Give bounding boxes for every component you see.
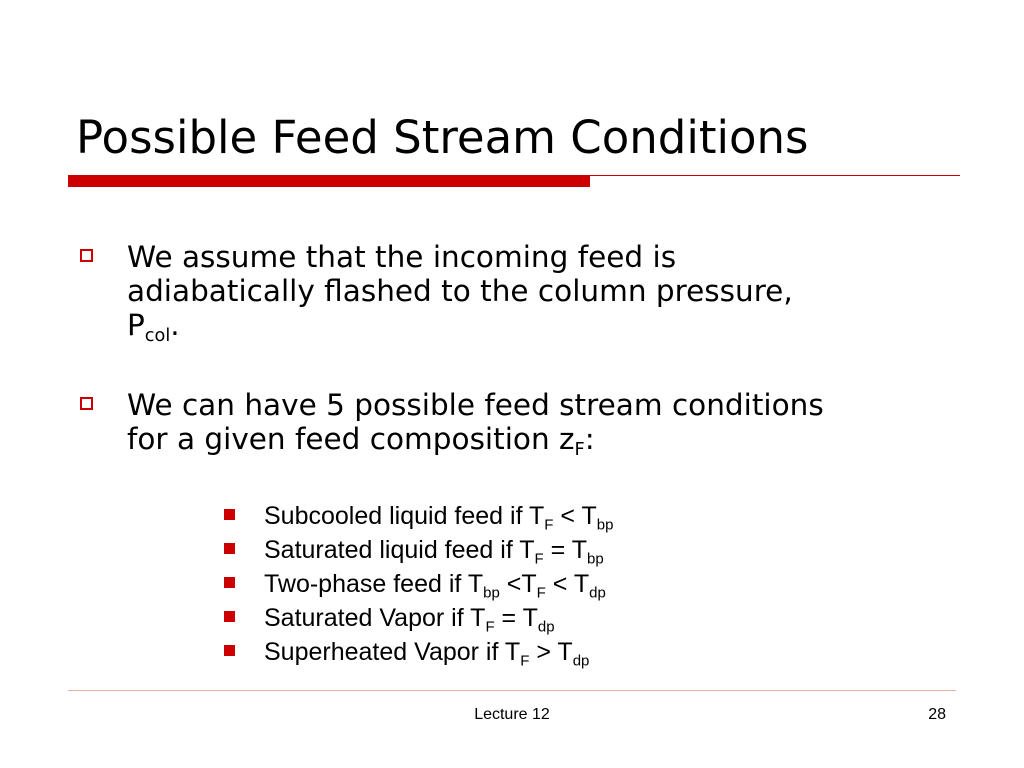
feed-condition-list	[224, 499, 613, 669]
list-item: Subcooled liquid feed if $T_F < T_{bp}$	[224, 499, 613, 533]
bullet-text: We can have 5 possible feed stream conditions for a given feed composition $z_F$:	[127, 388, 824, 461]
list-item: Saturated Vapor if $T_F = T_{dp}$	[224, 601, 613, 635]
filled-square-bullet-icon	[224, 543, 235, 554]
slide-title: Possible Feed Stream Conditions	[76, 111, 809, 164]
filled-square-bullet-icon	[224, 577, 235, 588]
bullet-feed-conditions	[80, 388, 960, 461]
hollow-square-bullet-icon	[80, 249, 93, 262]
footer-lecture-label: Lecture 12	[474, 706, 550, 723]
bullet-adiabatic-flash	[80, 240, 960, 347]
filled-square-bullet-icon	[224, 645, 235, 656]
filled-square-bullet-icon	[224, 509, 235, 520]
list-item: Two-phase feed if $T_{bp} <T_F < T_{dp}$	[224, 567, 613, 601]
title-underline-thin	[590, 175, 960, 176]
title-underline-thick	[68, 175, 590, 187]
list-item: Saturated liquid feed if $T_F = T_{bp}$	[224, 533, 613, 567]
hollow-square-bullet-icon	[80, 397, 93, 410]
filled-square-bullet-icon	[224, 611, 235, 622]
bullet-text: We assume that the incoming feed is adiabatically flashed to the column pressure, $P_{col}$.	[127, 240, 793, 347]
list-item: Superheated Vapor if $T_F > T_{dp}$	[224, 635, 613, 669]
slide-number: 28	[928, 706, 946, 723]
footer-divider	[68, 690, 956, 691]
